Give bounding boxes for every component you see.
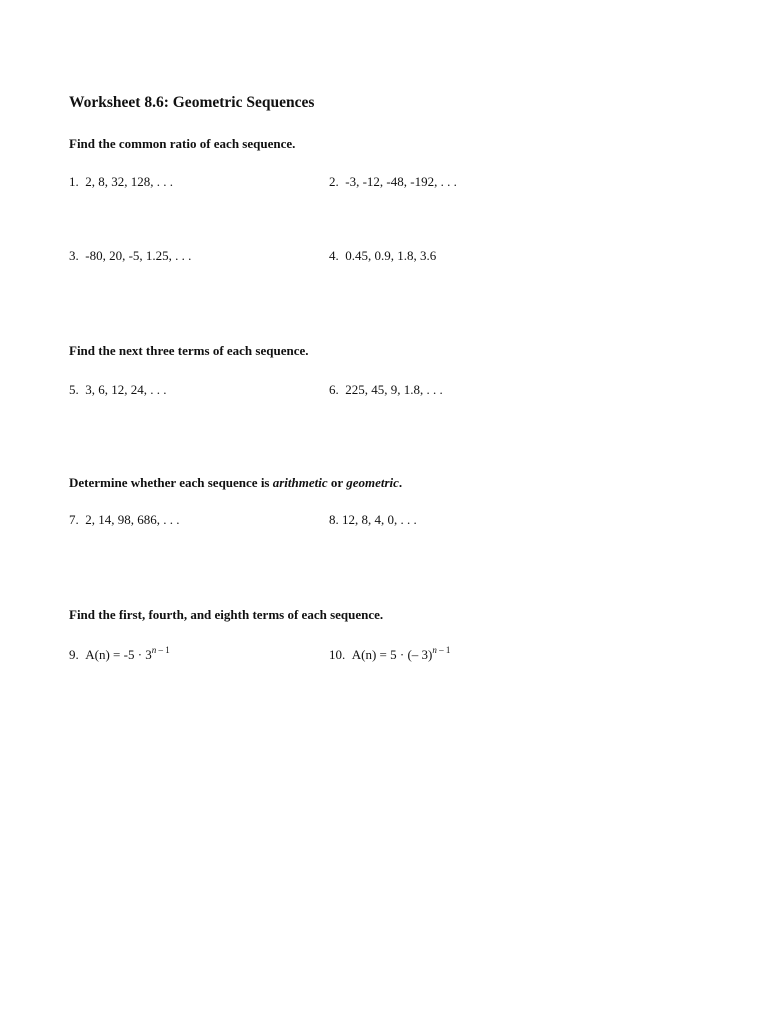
- problem-number: 1.: [69, 174, 79, 189]
- problem-number: 7.: [69, 512, 79, 527]
- problem-3: [69, 248, 191, 264]
- problem-sequence: 12, 8, 4, 0, . . .: [342, 512, 417, 527]
- problem-sequence: 225, 45, 9, 1.8, . . .: [345, 382, 443, 397]
- problem-number: 3.: [69, 248, 79, 263]
- instruction-text: Determine whether each sequence is: [69, 475, 273, 490]
- problem-sequence: -80, 20, -5, 1.25, . . .: [85, 248, 192, 263]
- section-3-instruction: [69, 475, 402, 491]
- problem-sequence: 3, 6, 12, 24, . . .: [85, 382, 167, 397]
- problem-4: [329, 248, 436, 264]
- exponent-variable: n: [432, 645, 437, 655]
- problem-formula-exponent: [152, 645, 170, 655]
- problem-formula-base: A(n) = -5 · 3: [85, 647, 152, 662]
- problem-number: 6.: [329, 382, 339, 397]
- problem-number: 5.: [69, 382, 79, 397]
- problem-sequence: 2, 14, 98, 686, . . .: [85, 512, 180, 527]
- problem-sequence: -3, -12, -48, -192, . . .: [345, 174, 457, 189]
- problem-sequence: 0.45, 0.9, 1.8, 3.6: [345, 248, 437, 263]
- section-2-instruction: Find the next three terms of each sequence.: [69, 343, 309, 358]
- problem-number: 4.: [329, 248, 339, 263]
- problem-formula-base: A(n) = 5 · (– 3): [351, 647, 433, 662]
- problem-number: 8.: [329, 512, 339, 527]
- section-1-instruction: Find the common ratio of each sequence.: [69, 136, 296, 151]
- exponent-rest: – 1: [156, 645, 170, 655]
- problem-number: 9.: [69, 647, 79, 662]
- exponent-variable: n: [151, 645, 157, 655]
- problem-10: [329, 647, 450, 663]
- problem-sequence: 2, 8, 32, 128, . . .: [85, 174, 173, 189]
- problem-5: [69, 382, 167, 398]
- problem-9: [69, 647, 170, 663]
- section-4-instruction: Find the first, fourth, and eighth terms of each sequence.: [69, 607, 384, 622]
- problem-6: [329, 382, 443, 398]
- problem-number: 10.: [329, 647, 346, 662]
- problem-7: [69, 512, 180, 528]
- problem-8: [329, 512, 417, 528]
- problem-formula-exponent: [432, 645, 450, 655]
- problem-1: [69, 174, 173, 190]
- instruction-text: or: [327, 475, 347, 490]
- instruction-option-geometric: geometric: [346, 475, 399, 490]
- instruction-text: .: [398, 475, 403, 490]
- instruction-option-arithmetic: arithmetic: [272, 475, 328, 490]
- problem-number: 2.: [329, 174, 339, 189]
- problem-2: [329, 174, 457, 190]
- page-title: Worksheet 8.6: Geometric Sequences: [69, 94, 315, 111]
- exponent-rest: – 1: [436, 645, 451, 655]
